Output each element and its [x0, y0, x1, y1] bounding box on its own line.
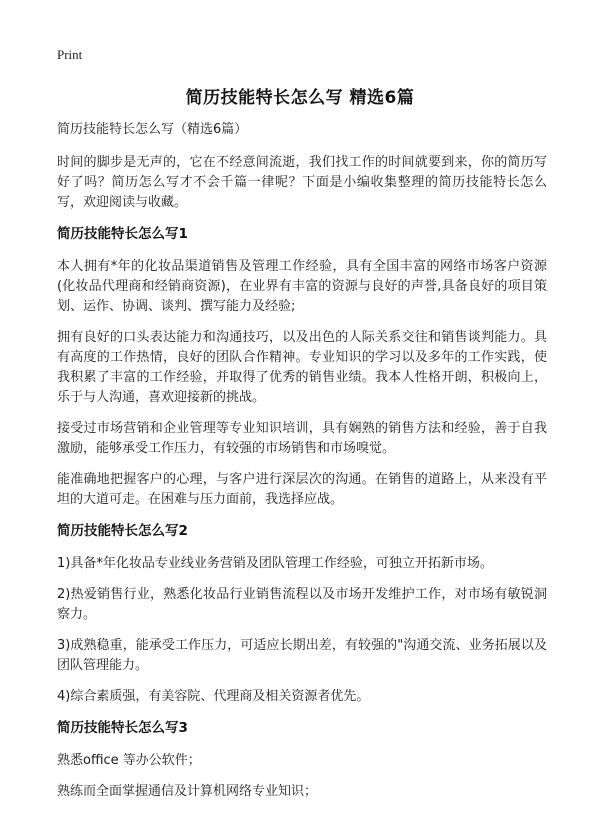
intro-paragraph: 时间的脚步是无声的，它在不经意间流逝，我们找工作的时间就要到来，你的简历写好了吗？简历怎么写才不会千篇一律呢？下面是小编收集整理的简历技能特长怎么写，欢迎阅读与收藏。	[57, 155, 547, 210]
section-paragraph: 能准确地把握客户的心理，与客户进行深层次的沟通。在销售的道路上，从来没有平坦的大道可走。在困难与压力面前，我选择应战。	[57, 472, 547, 507]
section-paragraph: 熟练而全面掌握通信及计算机网络专业知识；	[57, 784, 318, 799]
section-paragraph: 熟悉office 等办公软件；	[57, 753, 201, 768]
section-paragraph: 2)热爱销售行业，熟悉化妆品行业销售流程以及市场开发维护工作，对市场有敏锐洞察力。	[57, 587, 547, 622]
section-2	[57, 521, 547, 707]
print-label[interactable]: Print	[57, 47, 83, 62]
document-subtitle: 简历技能特长怎么写（精选6篇）	[57, 122, 248, 137]
section-paragraph: 本人拥有*年的化妆品渠道销售及管理工作经验，具有全国丰富的网络市场客户资源(化妆品代理商和经销商资源)，在业界有丰富的资源与良好的声誉,具备良好的项目策划、运作、协调、谈判、撰写能力及经验;	[57, 259, 547, 314]
section-paragraph: 3)成熟稳重，能承受工作压力，可适应长期出差，有较强的"沟通交流、业务拓展以及团队管理能力。	[57, 638, 547, 673]
section-heading: 简历技能特长怎么写3	[57, 720, 188, 736]
document-title: 简历技能特长怎么写 精选6篇	[185, 88, 415, 108]
section-paragraph: 4)综合素质强，有美容院、代理商及相关资源者优先。	[57, 689, 370, 704]
section-heading: 简历技能特长怎么写2	[57, 523, 188, 539]
section-heading: 简历技能特长怎么写1	[57, 226, 188, 242]
section-1	[57, 224, 547, 510]
document-body	[57, 121, 547, 813]
section-3	[57, 718, 547, 802]
section-paragraph: 接受过市场营销和企业管理等专业知识培训，具有娴熟的销售方法和经验，善于自我激励，能够承受工作压力，有较强的市场销售和市场嗅觉。	[57, 421, 547, 456]
section-paragraph: 拥有良好的口头表达能力和沟通技巧，以及出色的人际关系交往和销售谈判能力。具有高度的工作热情，良好的团队合作精神。专业知识的学习以及多年的工作实践，使我积累了丰富的工作经验，并取得了优秀的销售业绩。我本人性格开朗，积极向上，乐于与人沟通，喜欢迎接新的挑战。	[57, 330, 547, 405]
section-paragraph: 1)具备*年化妆品专业线业务营销及团队管理工作经验，可独立开拓新市场。	[57, 556, 493, 571]
